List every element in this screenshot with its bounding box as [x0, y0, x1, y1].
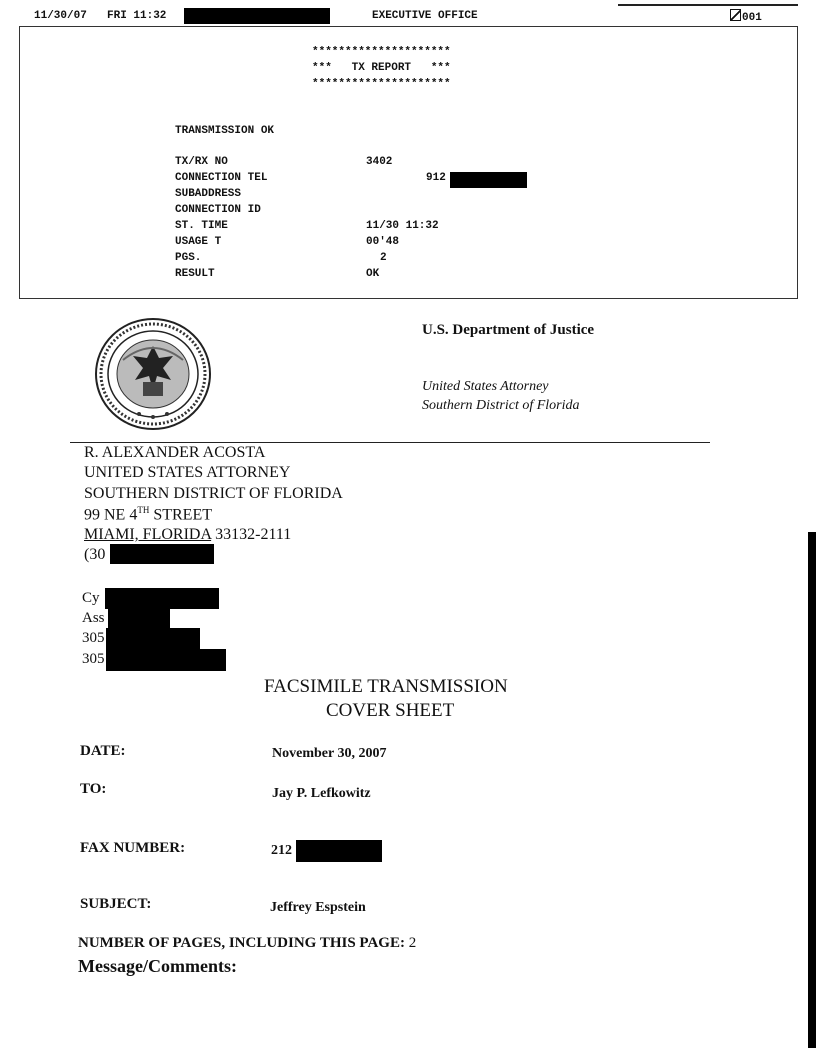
sender-city: MIAMI, FLORIDA 33132-2111 — [84, 526, 292, 543]
tx-report-stars-bottom: ********************* — [312, 78, 451, 90]
redaction-block — [184, 8, 330, 24]
tx-row-label: CONNECTION ID — [175, 204, 261, 216]
contact-line-2: Ass — [82, 610, 105, 626]
tx-status: TRANSMISSION OK — [175, 125, 275, 137]
contact-line-3: 305 — [82, 630, 105, 646]
subject-value: Jeffrey Espstein — [270, 900, 366, 915]
sender-phone: (30 — [84, 546, 106, 563]
office-line-2: Southern District of Florida — [422, 398, 580, 413]
tx-row-value: 2 — [380, 252, 387, 264]
tx-row-value: 00'48 — [366, 236, 400, 248]
redaction-block — [110, 544, 214, 564]
sender-name: R. ALEXANDER ACOSTA — [84, 444, 266, 461]
contact-line-1: Cy — [82, 590, 100, 606]
tx-row-label: PGS. — [175, 252, 202, 264]
contact-line-4: 305 — [82, 651, 105, 667]
redaction-block — [450, 172, 527, 188]
fax-header-date: 11/30/07 — [34, 10, 87, 22]
fax-header-time: FRI 11:32 — [107, 10, 167, 22]
scan-edge-bar — [808, 532, 816, 1048]
comments-label: Message/Comments: — [78, 956, 237, 976]
fax-header-office: EXECUTIVE OFFICE — [372, 10, 478, 22]
sender-street: 99 NE 4TH STREET — [84, 505, 212, 524]
tx-report-stars-top: ********************* — [312, 46, 451, 58]
fax-number-value: 212 — [271, 843, 292, 858]
letterhead-rule — [70, 442, 710, 443]
redaction-block — [108, 608, 170, 629]
redaction-block — [296, 840, 382, 862]
doj-seal-icon — [93, 316, 213, 432]
to-label: TO: — [80, 781, 107, 797]
tx-row-label: TX/RX NO — [175, 156, 228, 168]
tx-report-title: *** TX REPORT *** — [312, 62, 451, 74]
fax-page-icon — [730, 9, 741, 21]
tx-row-label: ST. TIME — [175, 220, 228, 232]
to-value: Jay P. Lefkowitz — [272, 786, 371, 801]
redaction-block — [105, 588, 219, 609]
date-value: November 30, 2007 — [272, 746, 387, 761]
tx-row-value: 912 — [426, 172, 446, 184]
office-line-1: United States Attorney — [422, 379, 549, 394]
tx-row-value: OK — [366, 268, 380, 280]
date-label: DATE: — [80, 743, 126, 759]
redaction-block — [106, 649, 226, 671]
tx-report-box — [19, 26, 798, 299]
tx-row-label: CONNECTION TEL — [175, 172, 268, 184]
department-name: U.S. Department of Justice — [422, 322, 595, 338]
sender-title: UNITED STATES ATTORNEY — [84, 464, 291, 481]
subject-label: SUBJECT: — [80, 896, 152, 912]
tx-row-label: SUBADDRESS — [175, 188, 242, 200]
tx-row-label: RESULT — [175, 268, 215, 280]
pages-line: NUMBER OF PAGES, INCLUDING THIS PAGE: 2 — [78, 935, 417, 951]
tx-row-label: USAGE T — [175, 236, 222, 248]
tx-row-value: 3402 — [366, 156, 393, 168]
tx-row-value: 11/30 11:32 — [366, 220, 439, 232]
fax-page-counter: 001 — [730, 9, 762, 24]
cover-title: FACSIMILE TRANSMISSION — [264, 676, 508, 697]
sender-district: SOUTHERN DISTRICT OF FLORIDA — [84, 485, 343, 502]
redaction-block — [106, 628, 200, 649]
fax-number-label: FAX NUMBER: — [80, 840, 186, 856]
top-edge-line — [618, 4, 798, 6]
cover-subtitle: COVER SHEET — [326, 700, 455, 721]
